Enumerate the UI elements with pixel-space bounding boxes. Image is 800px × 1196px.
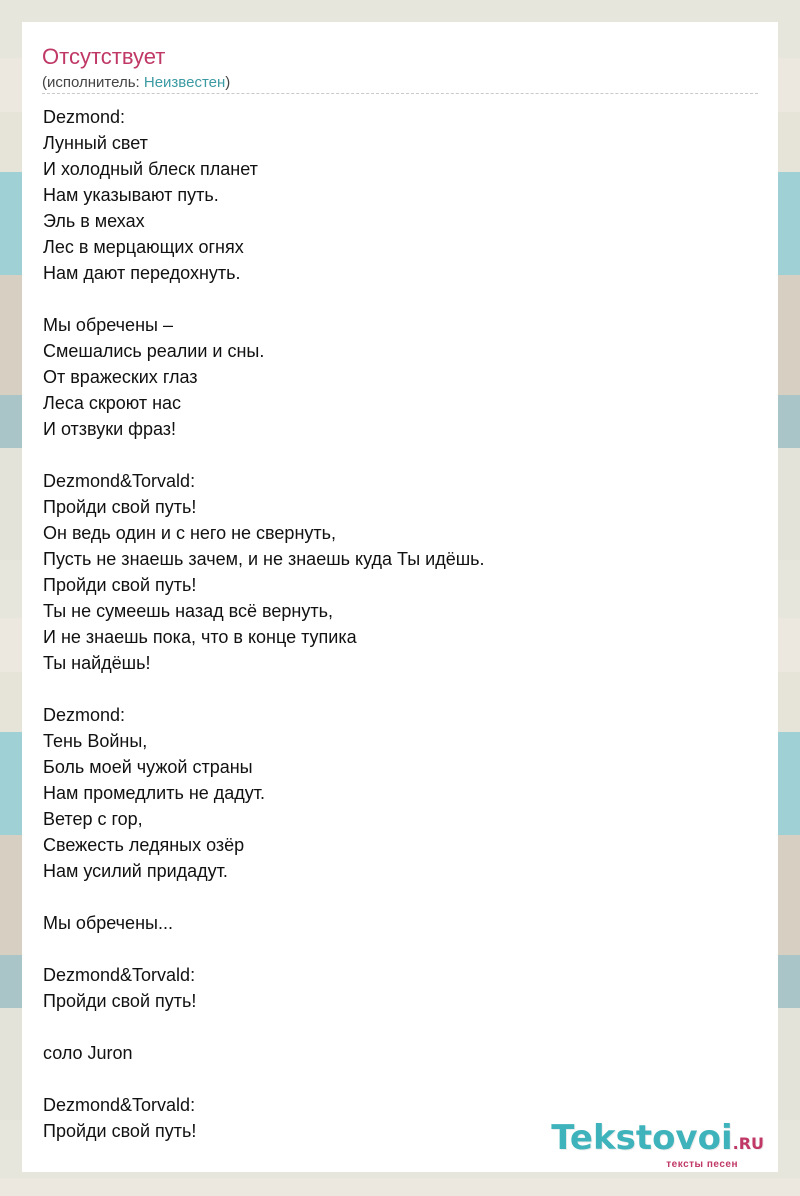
lyric-line [43,884,485,910]
lyric-line: Ветер с гор, [43,809,143,829]
artist-prefix: (исполнитель: [42,74,144,91]
lyric-line: Мы обречены... [43,913,173,933]
lyric-line: Нам указывают путь. [43,185,219,205]
lyric-line: И не знаешь пока, что в конце тупика [43,627,357,647]
lyric-line: Смешались реалии и сны. [43,341,265,361]
logo-main-text: Tekstovoi [551,1118,733,1158]
artist-line [42,73,230,93]
lyric-line: Нам дают передохнуть. [43,263,241,283]
lyric-line [43,442,485,468]
artist-suffix: ) [225,74,231,91]
logo-tld: .RU [732,1134,764,1153]
lyric-line: Dezmond&Torvald: [43,965,196,985]
lyric-line: И отзвуки фраз! [43,419,177,439]
lyric-line: Свежесть ледяных озёр [43,835,245,855]
lyric-line: Ты найдёшь! [43,653,151,673]
lyric-line: Лунный свет [43,133,148,153]
site-logo[interactable] [551,1118,764,1170]
lyric-line: Эль в мехах [43,211,145,231]
divider [42,93,758,94]
lyric-line: От вражеских глаз [43,367,198,387]
lyric-line [43,1014,485,1040]
lyric-line: Лес в мерцающих огнях [43,237,244,257]
lyric-line [43,936,485,962]
lyric-line: Пройди свой путь! [43,497,197,517]
lyric-line: Нам усилий придадут. [43,861,228,881]
lyric-line: Пройди свой путь! [43,575,197,595]
lyric-line: Пройди свой путь! [43,991,197,1011]
lyric-line: Dezmond: [43,705,126,725]
lyric-line: Dezmond&Torvald: [43,1095,196,1115]
song-title: Отсутствует [42,44,166,69]
lyrics-text [43,104,485,1144]
logo-tagline: тексты песен [666,1159,738,1170]
lyric-line: Боль моей чужой страны [43,757,253,777]
lyric-line [43,286,485,312]
lyric-line: Пусть не знаешь зачем, и не знаешь куда Ты идёшь. [43,549,485,569]
lyric-line: Dezmond: [43,107,126,127]
lyric-line: Мы обречены – [43,315,173,335]
lyric-line: соло Juron [43,1043,133,1063]
logo-wordmark [551,1118,764,1161]
lyric-line [43,1066,485,1092]
lyric-line: Тень Войны, [43,731,148,751]
lyric-line: Нам промедлить не дадут. [43,783,266,803]
lyric-line: Леса скроют нас [43,393,182,413]
lyric-line: Ты не сумеешь назад всё вернуть, [43,601,333,621]
lyric-line: Он ведь один и с него не свернуть, [43,523,337,543]
lyric-line: Пройди свой путь! [43,1121,197,1141]
lyric-line: Dezmond&Torvald: [43,471,196,491]
lyric-line: И холодный блеск планет [43,159,258,179]
artist-link[interactable]: Неизвестен [143,74,226,91]
lyric-line [43,676,485,702]
lyrics-card [22,22,778,1172]
